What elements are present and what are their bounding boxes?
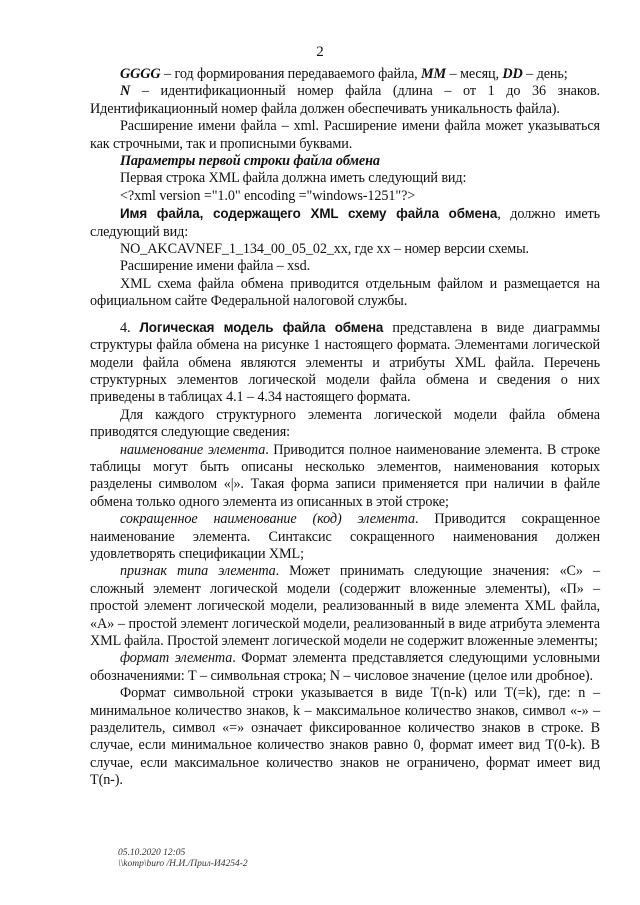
term-dd: DD [502,66,523,82]
page-number: 2 [316,44,324,60]
paragraph-element-name [90,442,600,512]
text: . Приводится полное наименование элемента. В строке таблицы могут быть описаны несколько элементов, наименования которых разделены символом «|». Такая форма записи применяется при наличии в файле обмена только одного элемента из описанных в этой строке; [90,441,600,510]
text: . Формат элемента представляется следующими условными обозначениями: Т – символьная строка; N – числовое значение (целое или дробное). [90,650,600,684]
paragraph-first-line: Первая строка XML файла должна иметь следующий вид: [120,170,467,187]
text: . Приводится сокращенное наименование элемента. Синтаксис сокращенного наименования должен удовлетворять спецификации XML; [90,511,600,562]
xml-declaration: <?xml version ="1.0" encoding ="windows-1251"?> [120,187,416,204]
paragraph-short-name [90,511,600,563]
text: представлена в виде диаграммы структуры файла обмена на рисунке 1 настоящего формата. Элементами логической модели файла обмена являются элементы и атрибуты XML файла. Перечень структурных элементов логической модели файла обмена и сведения о них приведены в таблицах 4.1 – 4.34 настоящего формата. [90,319,601,406]
logical-model-heading: Логическая модель файла обмена [139,319,384,335]
paragraph-schema-name [90,205,600,241]
paragraph-element-format [90,650,600,685]
paragraph-logical-model [90,319,600,407]
schema-name-heading: Имя файла, содержащего XML схему файла обмена [120,206,498,222]
footer-note [118,848,248,870]
paragraph-string-format: Формат символьной строки указывается в виде Т(n-k) или T(=k), где: n – минимальное количество знаков, k – максимальное количество знаков, символ «-» – разделитель, символ «=» означает фиксированное количество знаков в строке. В случае, если минимальное количество знаков равно 0, формат имеет вид Т(0-k). В случае, если максимальное количество знаков не ограничено, формат имеет вид Т(n-). [90,685,600,789]
schema-extension: Расширение имени файла – xsd. [120,258,311,275]
section-number: 4. [120,319,140,336]
paragraph-file-id [90,83,600,118]
paragraph-date-format [90,66,600,83]
term-element-name: наименование элемента [120,441,266,458]
term-gggg: GGGG [120,66,161,82]
text: – день; [522,66,568,82]
paragraph-extension: Расширение имени файла – xml. Расширение имени файла может указываться как строчными, так и прописными буквами. [90,118,600,152]
paragraph-element-type [90,563,600,650]
term-short-name: сокращенное наименование (код) элемента [120,511,415,528]
text: – год формирования передаваемого файла, [160,66,422,82]
section-heading-first-line: Параметры первой строки файла обмена [120,153,380,170]
document-body [90,66,600,790]
paragraph-element-info: Для каждого структурного элемента логической модели файла обмена приводятся следующие сведения: [90,406,600,441]
schema-file-name: NO_AKCAVNEF_1_134_00_05_02_xx, где хх – номер версии схемы. [120,241,530,258]
term-mm: MM [421,66,447,82]
footer-path: \\komp\buro /Н.И./Прил-И4254-2 [118,859,248,869]
paragraph-schema-location: XML схема файла обмена приводится отдельным файлом и размещается на официальном сайте Федеральной налоговой службы. [90,275,600,310]
term-n: N [120,83,131,100]
text: – месяц, [446,66,503,82]
footer-timestamp: 05.10.2020 12:05 [118,848,186,858]
term-element-format: формат элемента [120,650,233,667]
text: , должно иметь следующий вид: [90,206,600,240]
term-element-type: признак типа элемента [120,563,276,580]
text: . Может принимать следующие значения: «С» – сложный элемент логической модели (содержит вложенные элементы), «П» – простой элемент логической модели, реализованный в виде элемента XML файла, «А» – простой элемент логической модели, реализованный в виде атрибута элемента XML файла. Простой элемент логической модели не содержит вложенные элементы; [90,563,600,649]
text: – идентификационный номер файла (длина – от 1 до 36 знаков. Идентификационный номер файла должен обеспечивать уникальность файла). [90,83,600,117]
